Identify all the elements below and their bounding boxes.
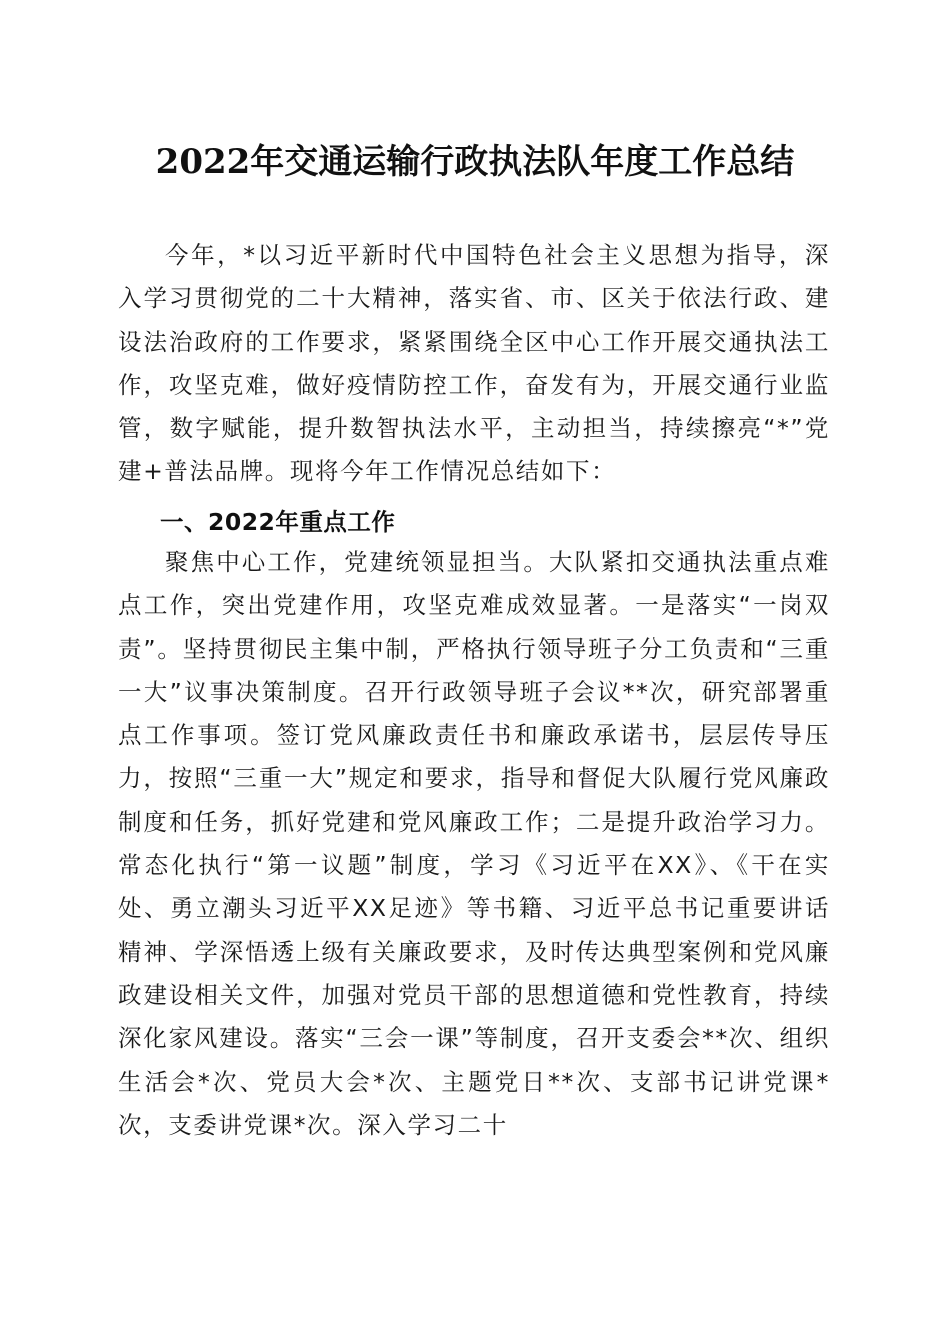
intro-paragraph: 今年，*以习近平新时代中国特色社会主义思想为指导，深入学习贯彻党的二十大精神，落实省、市、区关于依法行政、建设法治政府的工作要求，紧紧围绕全区中心工作开展交通执法工作，攻坚克难，做好疫情防控工作，奋发有为，开展交通行业监管，数字赋能，提升数智执法水平，主动担当，持续擦亮“*”党建+普法品牌。现将今年工作情况总结如下： [118, 241, 830, 486]
document-title: 2022年交通运输行政执法队年度工作总结 [155, 142, 795, 182]
section-body-paragraph: 聚焦中心工作，党建统领显担当。大队紧扣交通执法重点难点工作，突出党建作用，攻坚克难成效显著。一是落实“一岗双责”。坚持贯彻民主集中制，严格执行领导班子分工负责和“三重一大”议事决策制度。召开行政领导班子会议**次，研究部署重点工作事项。签订党风廉政责任书和廉政承诺书，层层传导压力，按照“三重一大”规定和要求，指导和督促大队履行党风廉政制度和任务，抓好党建和党风廉政工作；二是提升政治学习力。常态化执行“第一议题”制度，学习《习近平在XX》、《干在实处、勇立潮头习近平XX足迹》等书籍、习近平总书记重要讲话精神、学深悟透上级有关廉政要求，及时传达典型案例和党风廉政建设相关文件，加强对党员干部的思想道德和党性教育，持续深化家风建设。落实“三会一课”等制度，召开支委会**次、组织生活会*次、党员大会*次、主题党日**次、支部书记讲党课*次，支委讲党课*次。深入学习二十 [118, 548, 830, 1139]
section-heading: 一、2022年重点工作 [160, 508, 396, 536]
